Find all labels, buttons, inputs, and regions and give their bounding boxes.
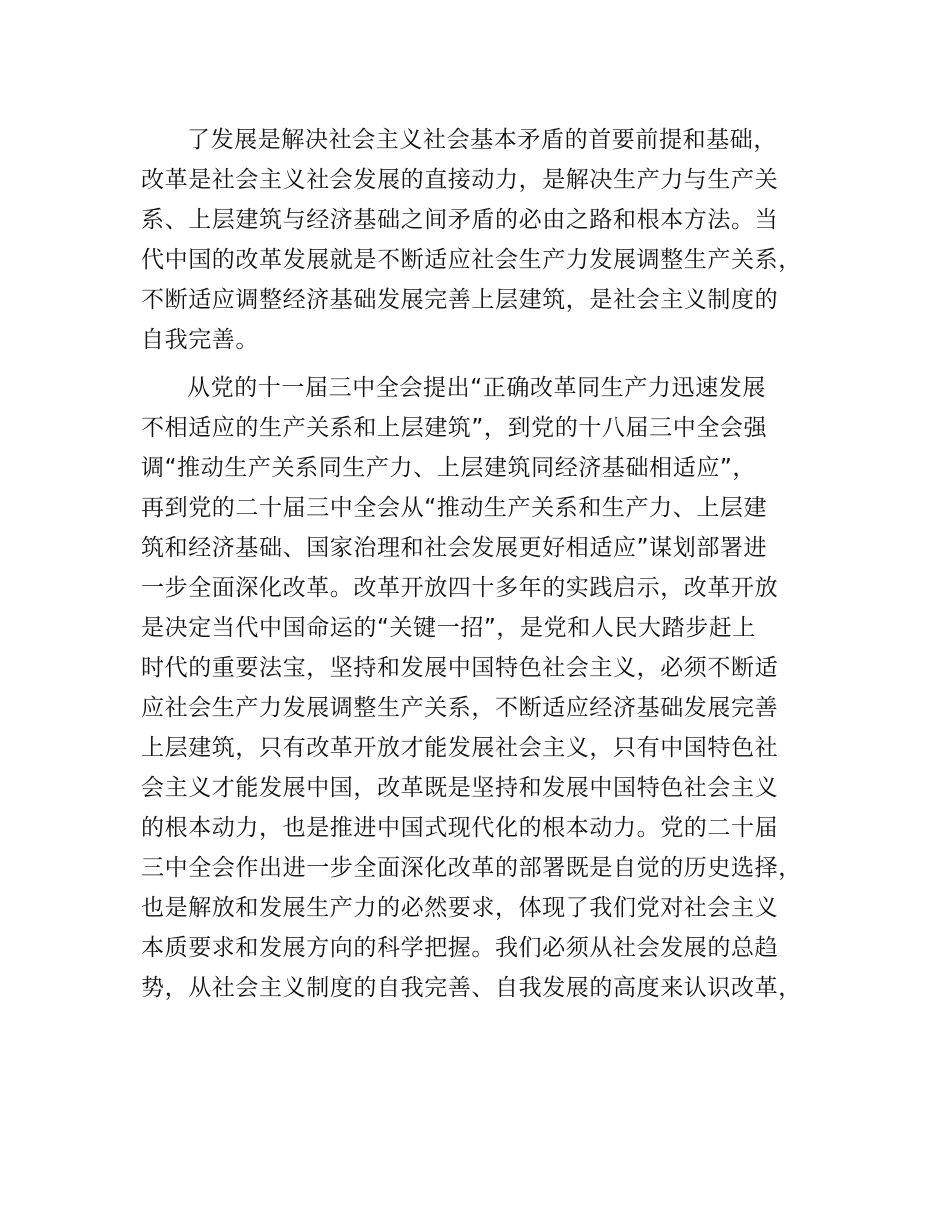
paragraph-2: [141, 368, 833, 1008]
text-line: 筑和经济基础、国家治理和社会发展更好相适应”谋划部署进: [141, 535, 768, 561]
text-line: 不断适应调整经济基础发展完善上层建筑，是社会主义制度的: [141, 287, 779, 313]
text-line: 自我完善。: [141, 327, 259, 353]
text-line: 系、上层建筑与经济基础之间矛盾的必由之路和根本方法。当: [141, 207, 779, 233]
text-line: 再到党的二十届三中全会从“推动生产关系和生产力、上层建: [141, 495, 768, 521]
text-line: 三中全会作出进一步全面深化改革的部署既是自觉的历史选择，: [141, 855, 802, 881]
text-line: 应社会生产力发展调整生产关系，不断适应经济基础发展完善: [141, 695, 779, 721]
text-line: 会主义才能发展中国，改革既是坚持和发展中国特色社会主义: [141, 775, 779, 801]
text-line: 了发展是解决社会主义社会基本矛盾的首要前提和基础，: [187, 127, 777, 153]
text-line: 代中国的改革发展就是不断适应社会生产力发展调整生产关系，: [141, 247, 802, 273]
text-line: 不相适应的生产关系和上层建筑”，到党的十八届三中全会强: [141, 415, 768, 441]
text-line: 时代的重要法宝，坚持和发展中国特色社会主义，必须不断适: [141, 655, 779, 681]
text-line: 的根本动力，也是推进中国式现代化的根本动力。党的二十届: [141, 815, 779, 841]
text-line: 是决定当代中国命运的“关键一招”，是党和人民大踏步赶上: [141, 615, 757, 641]
text-line: 上层建筑，只有改革开放才能发展社会主义，只有中国特色社: [141, 735, 779, 761]
text-line: 一步全面深化改革。改革开放四十多年的实践启示，改革开放: [141, 575, 779, 601]
document-body: [141, 120, 833, 1016]
paragraph-1: [141, 120, 833, 360]
text-line: 也是解放和发展生产力的必然要求，体现了我们党对社会主义: [141, 895, 779, 921]
text-line: 势，从社会主义制度的自我完善、自我发展的高度来认识改革，: [141, 975, 802, 1001]
text-line: 改革是社会主义社会发展的直接动力，是解决生产力与生产关: [141, 167, 779, 193]
text-line: 调“推动生产关系同生产力、上层建筑同经济基础相适应”，: [141, 455, 757, 481]
text-line: 从党的十一届三中全会提出“正确改革同生产力迅速发展: [187, 375, 766, 401]
text-line: 本质要求和发展方向的科学把握。我们必须从社会发展的总趋: [141, 935, 779, 961]
